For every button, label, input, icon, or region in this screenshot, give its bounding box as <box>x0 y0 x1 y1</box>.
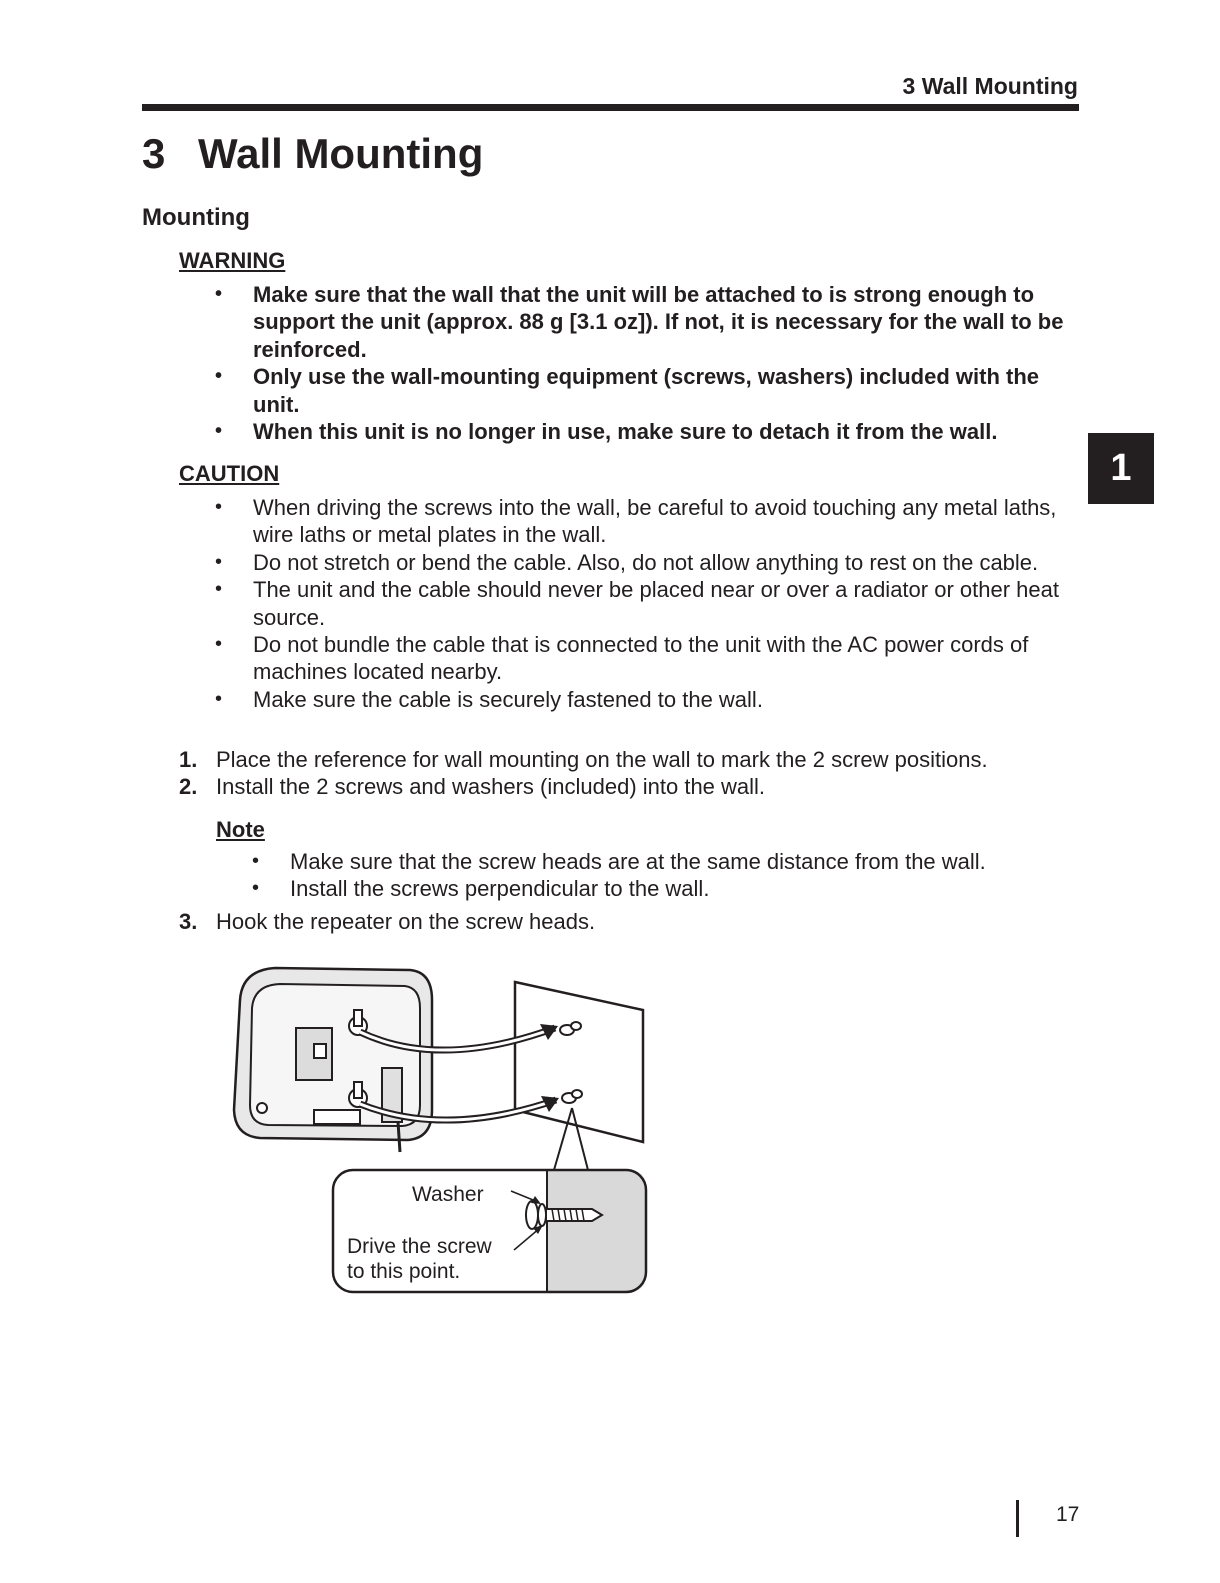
note-item <box>252 848 1080 875</box>
bullet: • <box>215 687 223 710</box>
drive-label-line1: Drive the screw <box>347 1235 492 1258</box>
chapter-title-text: Wall Mounting <box>198 130 484 177</box>
bullet: • <box>252 877 260 900</box>
caution-item-text: The unit and the cable should never be placed near or over a radiator or other heat source. <box>253 577 1059 630</box>
caution-item-text: Do not bundle the cable that is connected to the unit with the AC power cords of machines located nearby. <box>253 632 1029 685</box>
bullet: • <box>252 850 260 872</box>
wall-mounting-illustration <box>220 960 660 1300</box>
bullet: • <box>215 365 223 388</box>
step-text: Place the reference for wall mounting on the wall to mark the 2 screw positions. <box>216 747 988 772</box>
repeater-unit <box>234 968 432 1152</box>
caution-item-text: Make sure the cable is securely fastened to the wall. <box>253 686 763 712</box>
bullet: • <box>215 550 223 573</box>
page-number: 17 <box>1056 1503 1080 1526</box>
step-text: Hook the repeater on the screw heads. <box>216 909 596 934</box>
steps-list <box>179 746 1079 801</box>
step-number: 1. <box>179 747 198 772</box>
warning-item-text: When this unit is no longer in use, make sure to detach it from the wall. <box>253 419 998 445</box>
step-item <box>179 746 1079 773</box>
note-item <box>252 875 1080 902</box>
step-text: Install the 2 screws and washers (included) into the wall. <box>216 774 766 800</box>
warning-item <box>215 418 1083 445</box>
caution-item-text: Do not stretch or bend the cable. Also, do not allow anything to rest on the cable. <box>253 549 1039 575</box>
note-item-text: Install the screws perpendicular to the wall. <box>290 876 710 902</box>
bullet: • <box>215 496 223 518</box>
caution-item <box>215 494 1083 549</box>
caution-label: CAUTION <box>179 461 280 486</box>
note-label: Note <box>216 817 265 842</box>
caution-list <box>215 494 1083 713</box>
header-rule <box>142 104 1079 111</box>
caution-item-text: When driving the screws into the wall, be careful to avoid touching any metal laths, wire laths or metal plates in the wall. <box>253 495 1057 548</box>
warning-item <box>215 363 1083 418</box>
note-item-text: Make sure that the screw heads are at the same distance from the wall. <box>290 849 986 874</box>
warning-item-text: Make sure that the wall that the unit will be attached to is strong enough to support the unit (approx. 88 g [3.1 oz]). If not, it is necessary for the wall to be reinforced. <box>253 282 1064 362</box>
note-list <box>252 848 1080 903</box>
caution-item <box>215 686 1083 713</box>
steps-list-continued <box>179 908 1079 935</box>
washer-label: Washer <box>412 1183 484 1206</box>
chapter-tab: 1 <box>1088 433 1154 504</box>
bullet: • <box>215 283 223 305</box>
caution-item <box>215 631 1083 686</box>
bullet: • <box>215 420 223 443</box>
warning-label: WARNING <box>179 248 286 273</box>
chapter-title <box>142 130 483 178</box>
bullet: • <box>215 578 223 601</box>
drive-label-line2: to this point. <box>347 1260 461 1283</box>
step-number: 3. <box>179 909 198 934</box>
warning-list <box>215 281 1083 445</box>
step-item <box>179 773 1079 800</box>
caution-item <box>215 576 1083 631</box>
chapter-number: 3 <box>142 130 166 177</box>
footer-rule <box>1016 1500 1019 1537</box>
warning-item <box>215 281 1083 363</box>
section-title: Mounting <box>142 204 250 231</box>
step-item <box>179 908 1079 935</box>
wall-plate <box>515 982 643 1142</box>
warning-item-text: Only use the wall-mounting equipment (screws, washers) included with the unit. <box>253 364 1040 417</box>
caution-item <box>215 549 1083 576</box>
bullet: • <box>215 633 223 656</box>
step-number: 2. <box>179 774 198 800</box>
running-head: 3 Wall Mounting <box>902 73 1078 99</box>
